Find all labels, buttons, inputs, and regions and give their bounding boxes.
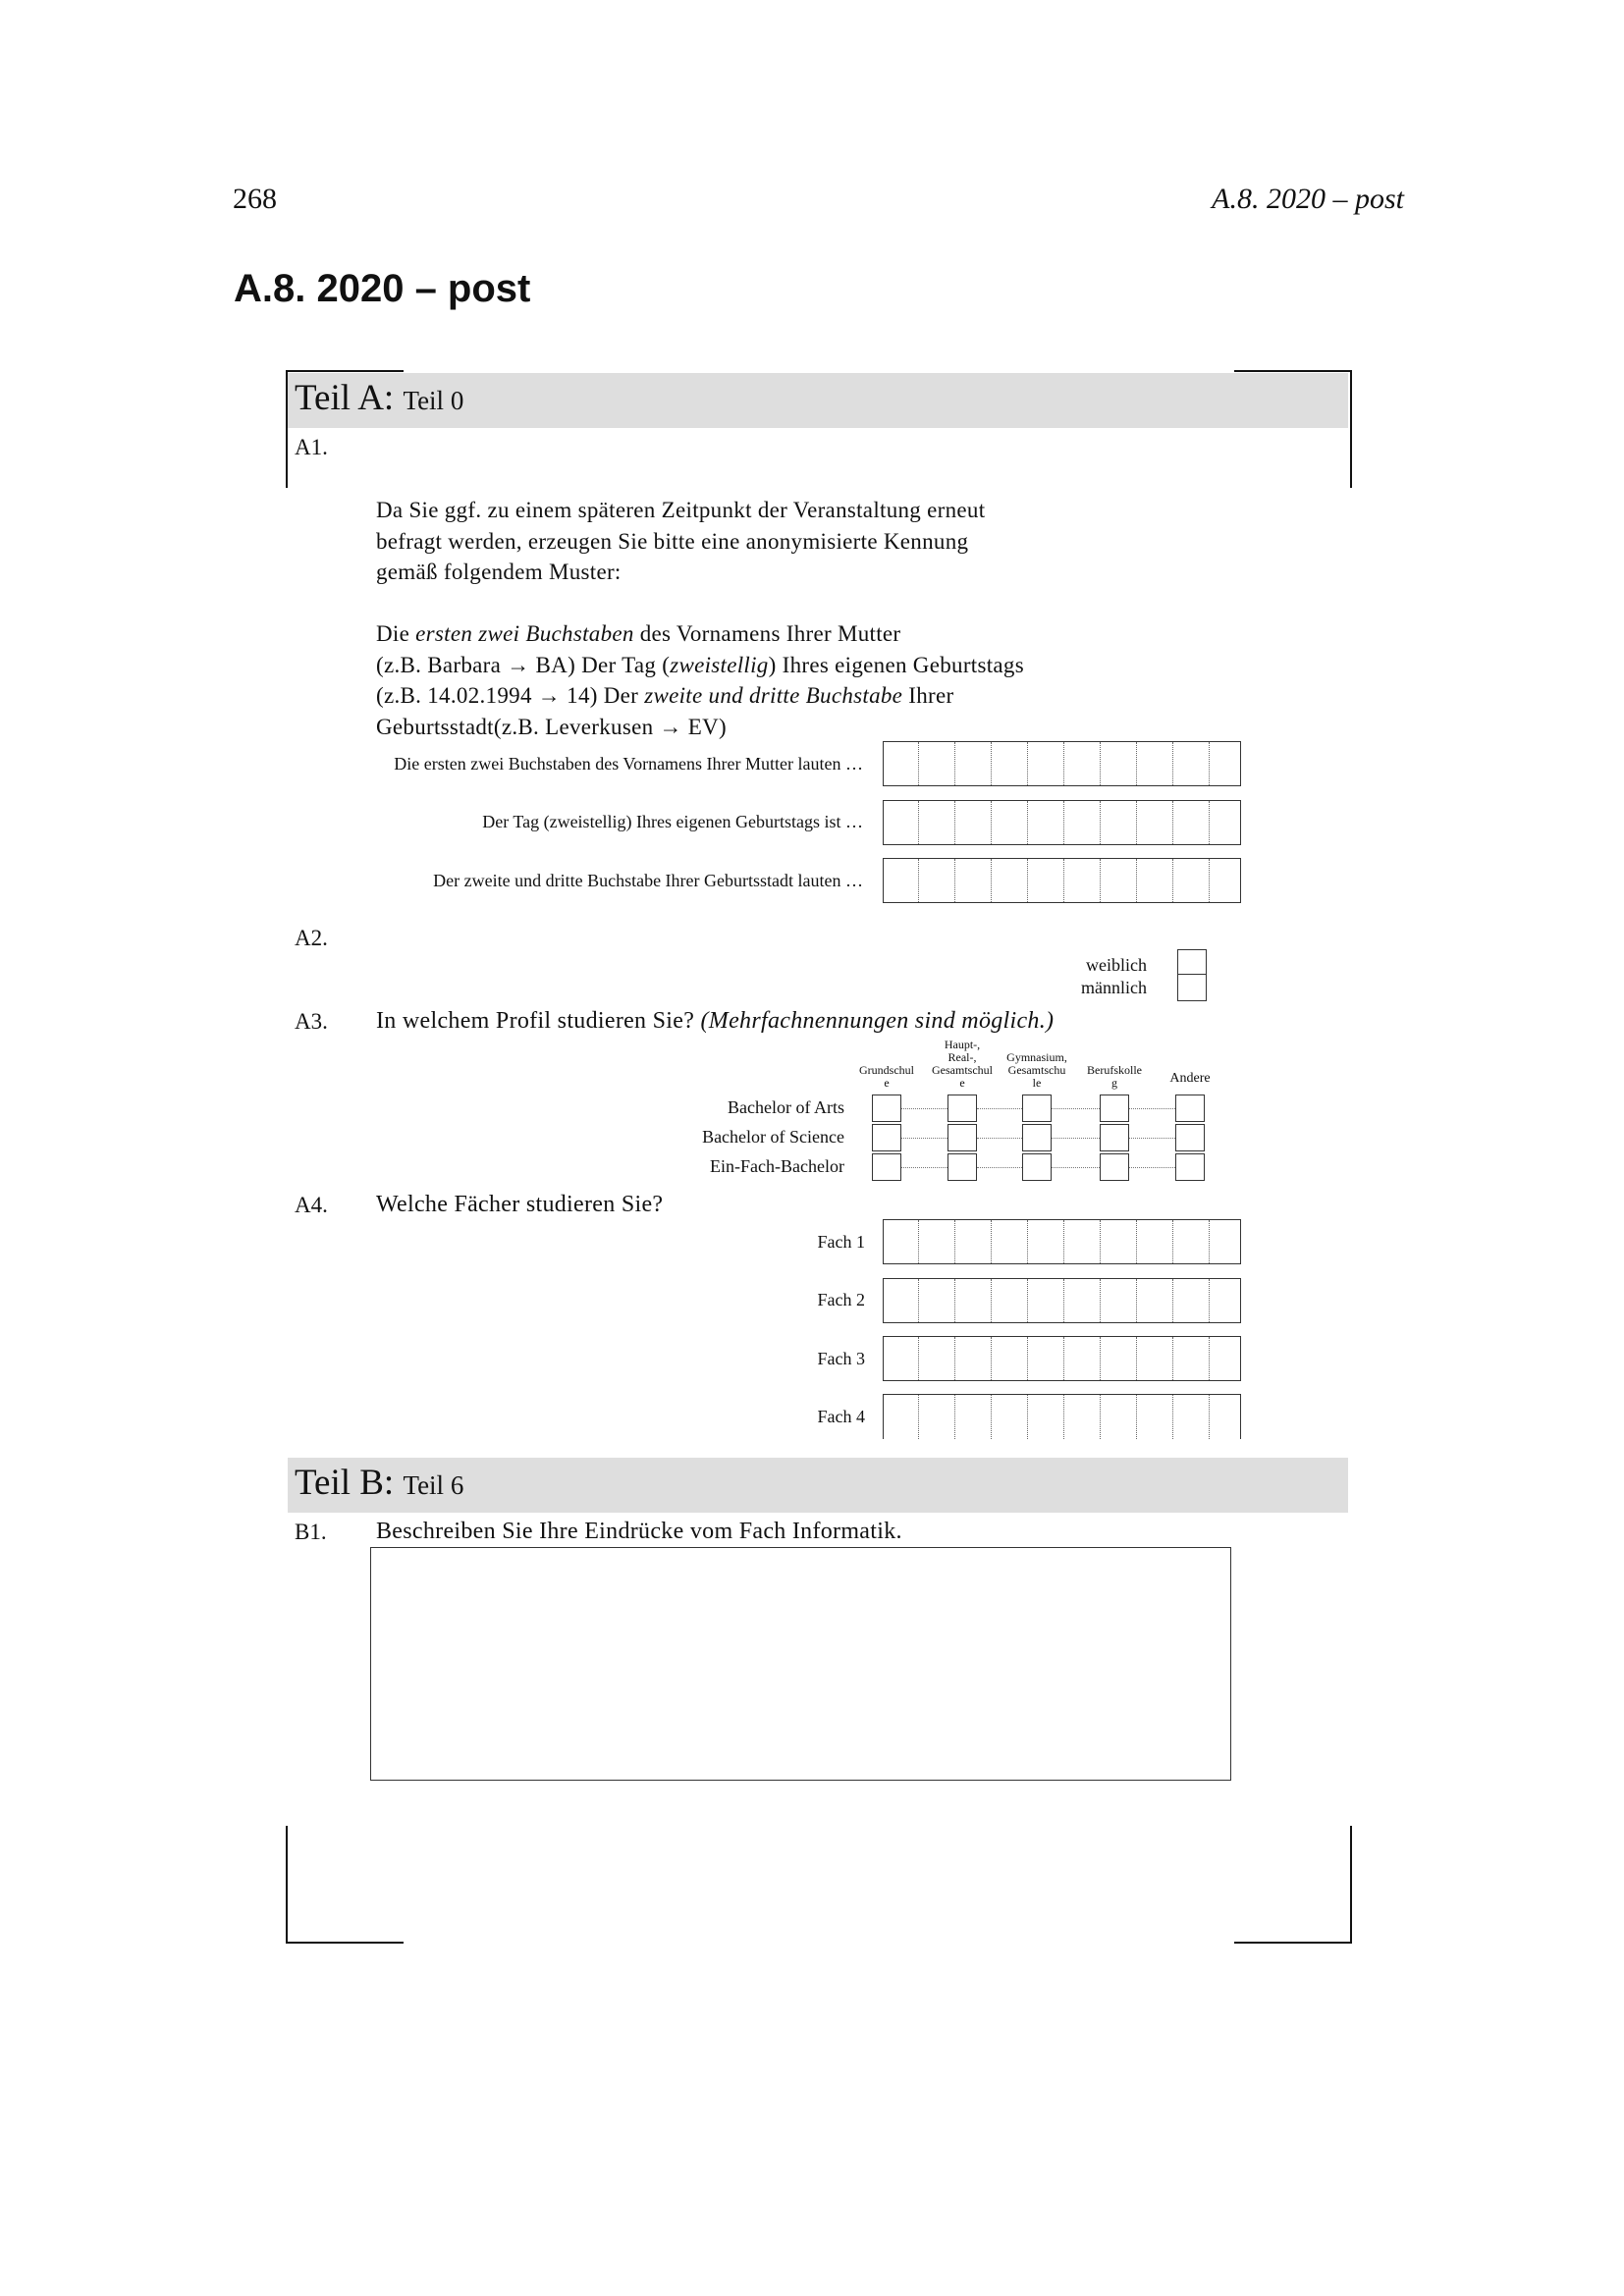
char-divider bbox=[1063, 1337, 1064, 1380]
crop-mark-bottom-right bbox=[1234, 1826, 1352, 1944]
char-divider bbox=[991, 1337, 992, 1380]
a3-column-header bbox=[998, 1051, 1076, 1090]
a3-checkbox[interactable] bbox=[1022, 1153, 1052, 1181]
a3-column-header-line: e bbox=[884, 1076, 890, 1090]
crop-mark-bottom-left bbox=[286, 1826, 404, 1944]
a3-row-label: Ein-Fach-Bachelor bbox=[710, 1156, 844, 1176]
a3-column-header-line: Gymnasium, bbox=[1006, 1050, 1067, 1064]
char-divider bbox=[1027, 1279, 1028, 1322]
teil-a-label: Teil A: bbox=[295, 378, 395, 418]
b1-question: Beschreiben Sie Ihre Eindrücke vom Fach Informatik. bbox=[376, 1519, 902, 1544]
char-divider bbox=[1209, 1279, 1210, 1322]
char-divider bbox=[1136, 801, 1137, 844]
char-divider bbox=[991, 1279, 992, 1322]
a3-checkbox[interactable] bbox=[1100, 1095, 1129, 1122]
char-divider bbox=[991, 859, 992, 902]
char-divider bbox=[954, 1279, 955, 1322]
a3-checkbox[interactable] bbox=[1022, 1095, 1052, 1122]
a1-pattern-line-1 bbox=[376, 618, 1122, 650]
a4-field-label-2: Fach 2 bbox=[817, 1290, 865, 1309]
char-divider bbox=[918, 1337, 919, 1380]
char-divider bbox=[1209, 1395, 1210, 1439]
a4-fach-input-3[interactable] bbox=[883, 1336, 1241, 1381]
char-divider bbox=[991, 1395, 992, 1439]
char-divider bbox=[1027, 859, 1028, 902]
a1-pattern-text: (z.B. Barbara → BA) Der Tag ( bbox=[376, 652, 671, 677]
char-divider bbox=[1136, 1395, 1137, 1439]
a3-row-connector bbox=[1129, 1138, 1175, 1139]
char-divider bbox=[1027, 1337, 1028, 1380]
char-divider bbox=[1172, 801, 1173, 844]
a1-pattern bbox=[376, 618, 1122, 742]
a3-checkbox[interactable] bbox=[1175, 1153, 1205, 1181]
a1-intro-line-3: gemäß folgendem Muster: bbox=[376, 560, 622, 584]
a1-code-input-3[interactable] bbox=[883, 858, 1241, 903]
a1-pattern-line-4: Geburtsstadt(z.B. Leverkusen → EV) bbox=[376, 714, 728, 739]
a3-checkbox[interactable] bbox=[1175, 1095, 1205, 1122]
char-divider bbox=[1063, 801, 1064, 844]
page-number: 268 bbox=[233, 183, 277, 215]
char-divider bbox=[1063, 1279, 1064, 1322]
a3-column-header bbox=[1151, 1072, 1229, 1085]
char-divider bbox=[918, 859, 919, 902]
char-divider bbox=[991, 1220, 992, 1263]
a4-question: Welche Fächer studieren Sie? bbox=[376, 1192, 664, 1217]
a3-row-connector bbox=[977, 1108, 1022, 1109]
char-divider bbox=[1209, 1337, 1210, 1380]
a3-row-connector bbox=[1052, 1167, 1100, 1168]
a4-fach-input-2[interactable] bbox=[883, 1278, 1241, 1323]
char-divider bbox=[1100, 801, 1101, 844]
char-divider bbox=[1100, 1337, 1101, 1380]
a3-row-connector bbox=[901, 1138, 947, 1139]
a3-row-connector bbox=[977, 1167, 1022, 1168]
char-divider bbox=[1209, 742, 1210, 785]
char-divider bbox=[918, 742, 919, 785]
a2-number: A2. bbox=[295, 926, 328, 950]
a3-row-connector bbox=[1129, 1108, 1175, 1109]
char-divider bbox=[1136, 859, 1137, 902]
teil-a-title bbox=[295, 377, 463, 419]
teil-b-label: Teil B: bbox=[295, 1463, 395, 1503]
a3-column-header-line: g bbox=[1111, 1076, 1117, 1090]
a3-question bbox=[376, 1008, 1054, 1035]
a3-checkbox[interactable] bbox=[947, 1095, 977, 1122]
a3-question-text: In welchem Profil studieren Sie? bbox=[376, 1008, 695, 1034]
a3-column-header-line: Haupt-, bbox=[944, 1038, 981, 1051]
a1-field-label-3: Der zweite und dritte Buchstabe Ihrer Geburtsstadt lauten … bbox=[433, 871, 863, 890]
a3-column-header-line: Berufskolle bbox=[1087, 1063, 1142, 1077]
a4-field-label-4: Fach 4 bbox=[817, 1407, 865, 1426]
char-divider bbox=[918, 1395, 919, 1439]
a1-pattern-line-2 bbox=[376, 650, 1122, 681]
a3-checkbox[interactable] bbox=[1022, 1124, 1052, 1151]
char-divider bbox=[1063, 742, 1064, 785]
a3-row-connector bbox=[901, 1167, 947, 1168]
a3-checkbox[interactable] bbox=[872, 1124, 901, 1151]
section-title: A.8. 2020 – post bbox=[234, 267, 531, 310]
char-divider bbox=[1063, 1220, 1064, 1263]
char-divider bbox=[1209, 859, 1210, 902]
a4-field-label-1: Fach 1 bbox=[817, 1232, 865, 1252]
a3-column-header bbox=[847, 1064, 926, 1090]
char-divider bbox=[1027, 1395, 1028, 1439]
a3-row-connector bbox=[1129, 1167, 1175, 1168]
char-divider bbox=[1172, 1220, 1173, 1263]
a1-number: A1. bbox=[295, 435, 328, 459]
a1-code-input-1[interactable] bbox=[883, 741, 1241, 786]
char-divider bbox=[918, 1279, 919, 1322]
char-divider bbox=[991, 742, 992, 785]
a1-pattern-emphasis: ersten zwei Buchstaben bbox=[415, 621, 634, 646]
teil-a-subtitle: Teil 0 bbox=[403, 386, 464, 415]
teil-b-subtitle: Teil 6 bbox=[403, 1470, 464, 1500]
a4-fach-input-1[interactable] bbox=[883, 1219, 1241, 1264]
char-divider bbox=[1100, 1395, 1101, 1439]
b1-number: B1. bbox=[295, 1520, 327, 1544]
a3-checkbox[interactable] bbox=[872, 1153, 901, 1181]
char-divider bbox=[954, 1220, 955, 1263]
a1-intro-line-2: befragt werden, erzeugen Sie bitte eine anonymisierte Kennung bbox=[376, 528, 969, 554]
a3-column-header-line: e bbox=[959, 1076, 965, 1090]
a1-pattern-emphasis: zweite und dritte Buchstabe bbox=[644, 683, 903, 708]
char-divider bbox=[954, 859, 955, 902]
a2-option-weiblich: weiblich bbox=[1086, 955, 1147, 975]
char-divider bbox=[954, 801, 955, 844]
a1-pattern-line-3 bbox=[376, 680, 1122, 712]
char-divider bbox=[1172, 1337, 1173, 1380]
char-divider bbox=[1209, 801, 1210, 844]
a3-checkbox[interactable] bbox=[947, 1153, 977, 1181]
a4-field-label-3: Fach 3 bbox=[817, 1349, 865, 1368]
char-divider bbox=[1172, 1279, 1173, 1322]
teil-b-title bbox=[295, 1462, 463, 1504]
a1-pattern-text: des Vornamens Ihrer Mutter bbox=[633, 621, 901, 646]
a2-option-maennlich: männlich bbox=[1081, 978, 1147, 997]
running-head-section: A.8. 2020 – post bbox=[1212, 183, 1404, 215]
a3-row-connector bbox=[1052, 1108, 1100, 1109]
char-divider bbox=[1027, 801, 1028, 844]
char-divider bbox=[1209, 1220, 1210, 1263]
a3-number: A3. bbox=[295, 1009, 328, 1034]
char-divider bbox=[1100, 859, 1101, 902]
a3-hint: (Mehrfachnennungen sind möglich.) bbox=[700, 1008, 1055, 1034]
char-divider bbox=[1136, 1337, 1137, 1380]
char-divider bbox=[918, 801, 919, 844]
a1-field-label-1: Die ersten zwei Buchstaben des Vornamens Ihrer Mutter lauten … bbox=[394, 754, 863, 774]
a1-pattern-text: ) Ihres eigenen Geburtstags bbox=[768, 652, 1024, 677]
char-divider bbox=[1172, 859, 1173, 902]
a3-checkbox[interactable] bbox=[1100, 1124, 1129, 1151]
char-divider bbox=[1027, 742, 1028, 785]
a3-column-header-line: Gesamtschu bbox=[1007, 1063, 1066, 1077]
char-divider bbox=[1100, 1220, 1101, 1263]
char-divider bbox=[1027, 1220, 1028, 1263]
a2-checkbox-weiblich[interactable] bbox=[1177, 949, 1207, 976]
a3-row-connector bbox=[901, 1108, 947, 1109]
a3-checkbox[interactable] bbox=[1175, 1124, 1205, 1151]
a3-row-connector bbox=[1052, 1138, 1100, 1139]
a3-row-connector bbox=[977, 1138, 1022, 1139]
a3-checkbox[interactable] bbox=[872, 1095, 901, 1122]
a3-column-header-line: le bbox=[1032, 1076, 1042, 1090]
a3-column-header-line: Real-, bbox=[947, 1050, 977, 1064]
a3-column-header-line: Gesamtschul bbox=[932, 1063, 993, 1077]
char-divider bbox=[1136, 1220, 1137, 1263]
a1-intro bbox=[376, 495, 1122, 588]
a1-pattern-text: Ihrer bbox=[902, 683, 954, 708]
a3-column-header bbox=[923, 1039, 1001, 1090]
b1-answer-textarea[interactable] bbox=[370, 1547, 1231, 1781]
a4-fach-input-4[interactable] bbox=[883, 1394, 1241, 1439]
a3-column-header-line: Andere bbox=[1169, 1071, 1211, 1086]
a3-checkbox[interactable] bbox=[947, 1124, 977, 1151]
char-divider bbox=[1063, 859, 1064, 902]
char-divider bbox=[918, 1220, 919, 1263]
char-divider bbox=[954, 1395, 955, 1439]
char-divider bbox=[1136, 742, 1137, 785]
a3-checkbox[interactable] bbox=[1100, 1153, 1129, 1181]
a1-pattern-text: Die bbox=[376, 621, 416, 646]
a3-column-header-line: Grundschul bbox=[859, 1063, 914, 1077]
a3-column-header bbox=[1075, 1064, 1154, 1090]
char-divider bbox=[1063, 1395, 1064, 1439]
a1-pattern-emphasis: zweistellig bbox=[670, 652, 769, 677]
char-divider bbox=[1136, 1279, 1137, 1322]
char-divider bbox=[991, 801, 992, 844]
a1-pattern-text: (z.B. 14.02.1994 → 14) Der bbox=[376, 683, 645, 708]
char-divider bbox=[1100, 1279, 1101, 1322]
a4-number: A4. bbox=[295, 1193, 328, 1217]
a2-checkbox-maennlich[interactable] bbox=[1177, 974, 1207, 1001]
a1-code-input-2[interactable] bbox=[883, 800, 1241, 845]
a3-row-label: Bachelor of Arts bbox=[728, 1097, 844, 1117]
char-divider bbox=[1172, 742, 1173, 785]
char-divider bbox=[954, 742, 955, 785]
a1-field-label-2: Der Tag (zweistellig) Ihres eigenen Geburtstags ist … bbox=[482, 812, 863, 831]
a3-row-label: Bachelor of Science bbox=[702, 1127, 844, 1147]
a1-intro-line-1: Da Sie ggf. zu einem späteren Zeitpunkt der Veranstaltung erneut bbox=[376, 498, 986, 522]
char-divider bbox=[1100, 742, 1101, 785]
char-divider bbox=[1172, 1395, 1173, 1439]
char-divider bbox=[954, 1337, 955, 1380]
